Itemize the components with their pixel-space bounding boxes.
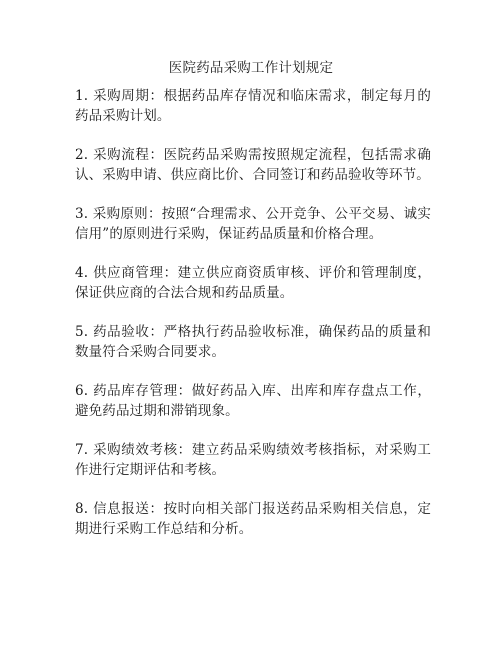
regulation-item-2: 2. 采购流程：医院药品采购需按照规定流程，包括需求确认、采购申请、供应商比价、合同签订和药品验收等环节。 (75, 147, 431, 183)
regulation-item-3: 3. 采购原则：按照“合理需求、公开竞争、公平交易、诚实信用”的原则进行采购，保证药品质量和价格合理。 (75, 206, 431, 242)
document-title: 医院药品采购工作计划规定 (168, 60, 334, 76)
regulation-item-8: 8. 信息报送：按时向相关部门报送药品采购相关信息，定期进行采购工作总结和分析。 (75, 501, 431, 537)
regulation-list (75, 86, 431, 558)
regulation-item-7: 7. 采购绩效考核：建立药品采购绩效考核指标，对采购工作进行定期评估和考核。 (75, 442, 431, 478)
regulation-item-5: 5. 药品验收：严格执行药品验收标准，确保药品的质量和数量符合采购合同要求。 (75, 324, 431, 360)
regulation-item-1: 1. 采购周期：根据药品库存情况和临床需求，制定每月的药品采购计划。 (75, 88, 431, 124)
regulation-item-6: 6. 药品库存管理：做好药品入库、出库和库存盘点工作，避免药品过期和滞销现象。 (75, 383, 431, 419)
regulation-item-4: 4. 供应商管理：建立供应商资质审核、评价和管理制度，保证供应商的合法合规和药品质量。 (75, 265, 431, 301)
